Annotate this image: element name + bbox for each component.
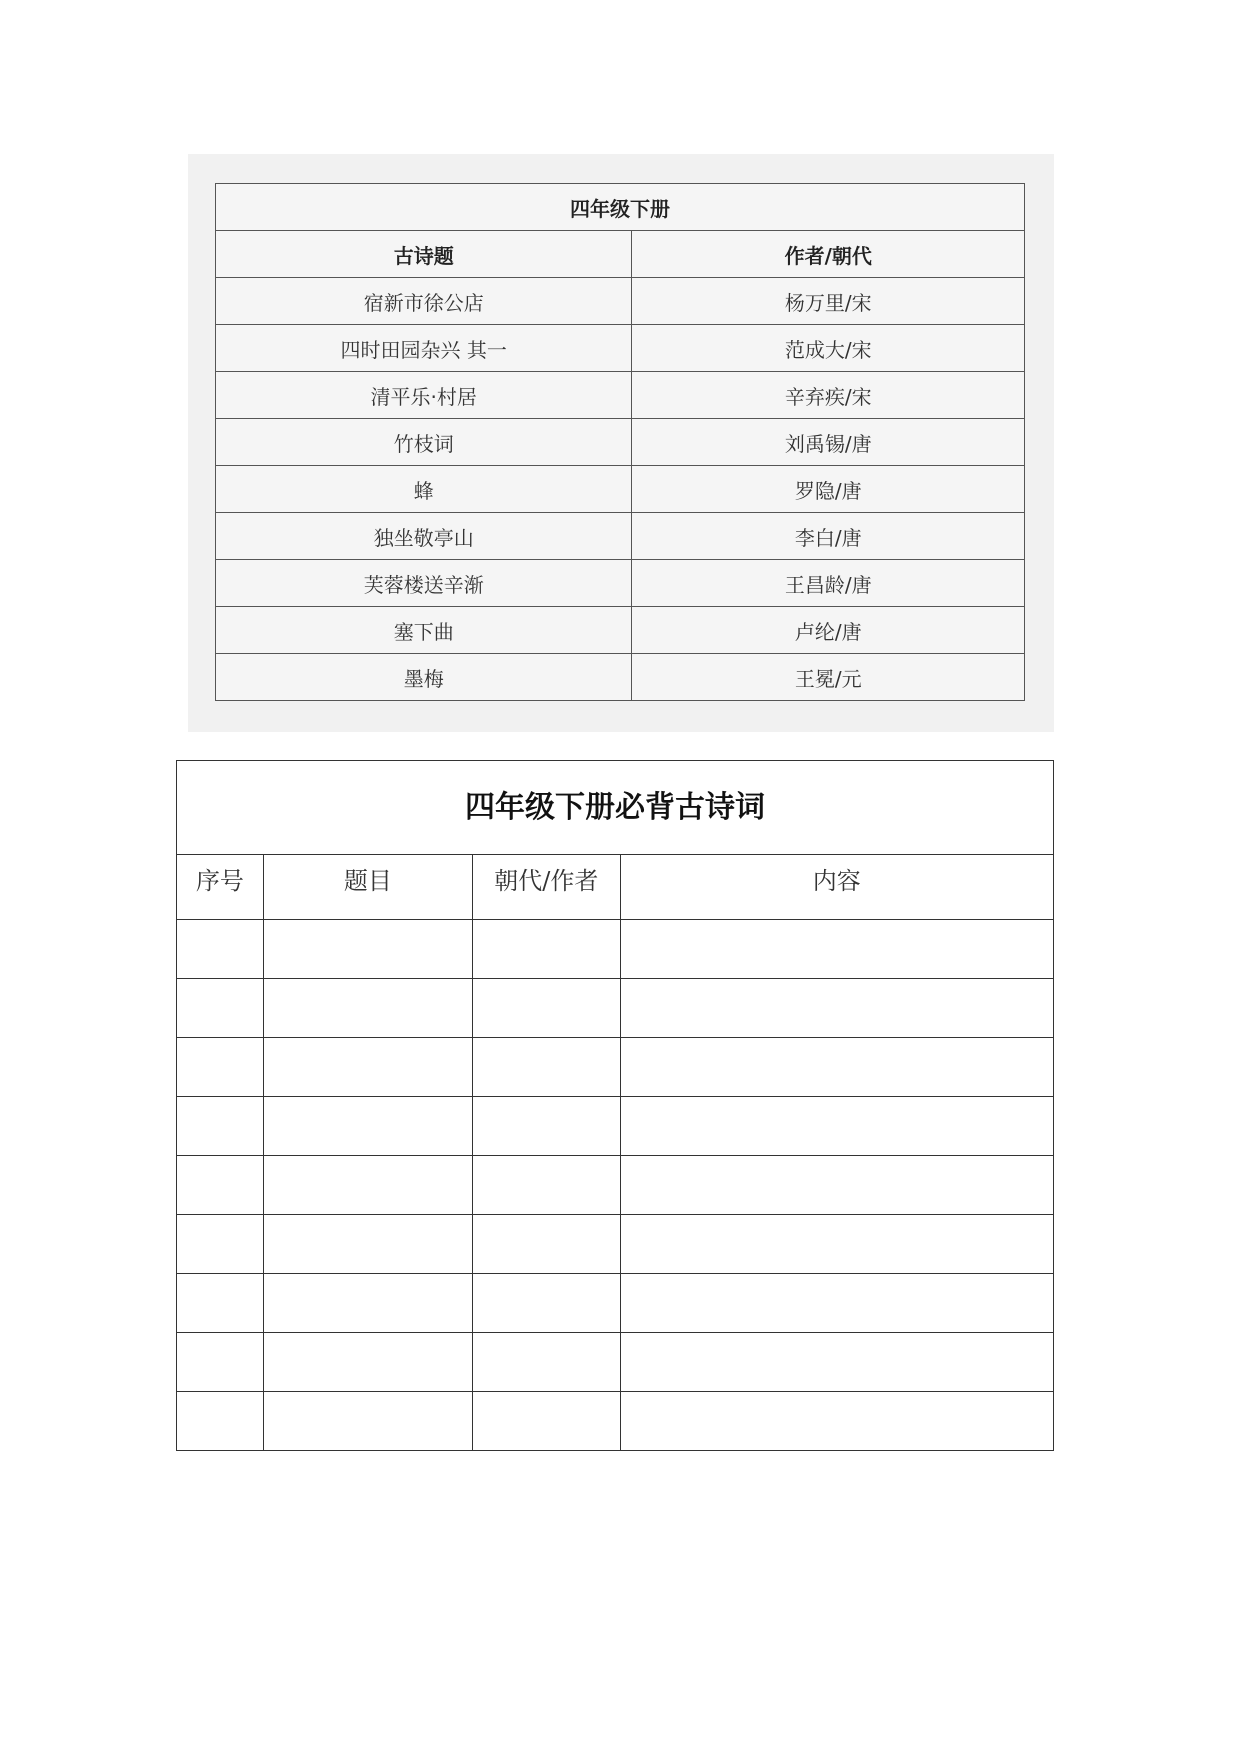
reference-table-image (188, 154, 1054, 732)
table-row (216, 513, 1025, 560)
blank-row (177, 1097, 1054, 1156)
header-dynasty-author: 朝代/作者 (473, 855, 621, 920)
blank-content-cell[interactable] (620, 1392, 1053, 1451)
poem-title-cell: 四时田园杂兴 其一 (216, 325, 632, 372)
blank-row (177, 1156, 1054, 1215)
blank-content-cell[interactable] (620, 1038, 1053, 1097)
table-row (216, 278, 1025, 325)
poem-title-cell: 竹枝词 (216, 419, 632, 466)
table-row (216, 325, 1025, 372)
blank-index-cell[interactable] (177, 1274, 264, 1333)
blank-title-cell[interactable] (263, 979, 472, 1038)
blank-title-cell[interactable] (263, 1215, 472, 1274)
poem-title-cell: 墨梅 (216, 654, 632, 701)
blank-content-cell[interactable] (620, 920, 1053, 979)
blank-title-cell[interactable] (263, 920, 472, 979)
blank-content-cell[interactable] (620, 1097, 1053, 1156)
author-cell: 辛弃疾/宋 (632, 372, 1025, 419)
worksheet-table (176, 760, 1054, 1451)
blank-author-cell[interactable] (473, 1274, 621, 1333)
author-cell: 范成大/宋 (632, 325, 1025, 372)
author-cell: 罗隐/唐 (632, 466, 1025, 513)
blank-author-cell[interactable] (473, 1156, 621, 1215)
blank-content-cell[interactable] (620, 1215, 1053, 1274)
blank-author-cell[interactable] (473, 979, 621, 1038)
table-row (216, 466, 1025, 513)
blank-index-cell[interactable] (177, 1392, 264, 1451)
blank-content-cell[interactable] (620, 1333, 1053, 1392)
poem-title-cell: 清平乐·村居 (216, 372, 632, 419)
table-row (216, 654, 1025, 701)
header-title: 题目 (263, 855, 472, 920)
blank-row (177, 1215, 1054, 1274)
blank-index-cell[interactable] (177, 1215, 264, 1274)
author-cell: 李白/唐 (632, 513, 1025, 560)
author-cell: 刘禹锡/唐 (632, 419, 1025, 466)
author-cell: 王昌龄/唐 (632, 560, 1025, 607)
blank-title-cell[interactable] (263, 1274, 472, 1333)
blank-row (177, 1333, 1054, 1392)
blank-author-cell[interactable] (473, 920, 621, 979)
blank-row (177, 1038, 1054, 1097)
header-index: 序号 (177, 855, 264, 920)
poem-title-cell: 蜂 (216, 466, 632, 513)
blank-author-cell[interactable] (473, 1097, 621, 1156)
author-cell: 卢纶/唐 (632, 607, 1025, 654)
blank-author-cell[interactable] (473, 1215, 621, 1274)
poem-title-cell: 塞下曲 (216, 607, 632, 654)
blank-title-cell[interactable] (263, 1392, 472, 1451)
blank-content-cell[interactable] (620, 1156, 1053, 1215)
blank-content-cell[interactable] (620, 979, 1053, 1038)
blank-row (177, 920, 1054, 979)
table-row (216, 372, 1025, 419)
blank-author-cell[interactable] (473, 1392, 621, 1451)
blank-index-cell[interactable] (177, 979, 264, 1038)
blank-title-cell[interactable] (263, 1097, 472, 1156)
blank-index-cell[interactable] (177, 1333, 264, 1392)
author-cell: 王冕/元 (632, 654, 1025, 701)
blank-index-cell[interactable] (177, 1156, 264, 1215)
blank-index-cell[interactable] (177, 920, 264, 979)
blank-index-cell[interactable] (177, 1038, 264, 1097)
blank-content-cell[interactable] (620, 1274, 1053, 1333)
worksheet-title: 四年级下册必背古诗词 (177, 761, 1054, 855)
blank-index-cell[interactable] (177, 1097, 264, 1156)
blank-author-cell[interactable] (473, 1333, 621, 1392)
table-row (216, 607, 1025, 654)
blank-title-cell[interactable] (263, 1333, 472, 1392)
blank-author-cell[interactable] (473, 1038, 621, 1097)
blank-title-cell[interactable] (263, 1156, 472, 1215)
header-poem-title: 古诗题 (216, 231, 632, 278)
poem-title-cell: 独坐敬亭山 (216, 513, 632, 560)
table-row (216, 419, 1025, 466)
header-author-dynasty: 作者/朝代 (632, 231, 1025, 278)
header-content: 内容 (620, 855, 1053, 920)
blank-row (177, 1392, 1054, 1451)
poem-title-cell: 芙蓉楼送辛渐 (216, 560, 632, 607)
reference-table (215, 183, 1025, 701)
blank-row (177, 979, 1054, 1038)
blank-row (177, 1274, 1054, 1333)
poem-title-cell: 宿新市徐公店 (216, 278, 632, 325)
reference-table-caption: 四年级下册 (216, 184, 1025, 231)
blank-title-cell[interactable] (263, 1038, 472, 1097)
author-cell: 杨万里/宋 (632, 278, 1025, 325)
table-row (216, 560, 1025, 607)
